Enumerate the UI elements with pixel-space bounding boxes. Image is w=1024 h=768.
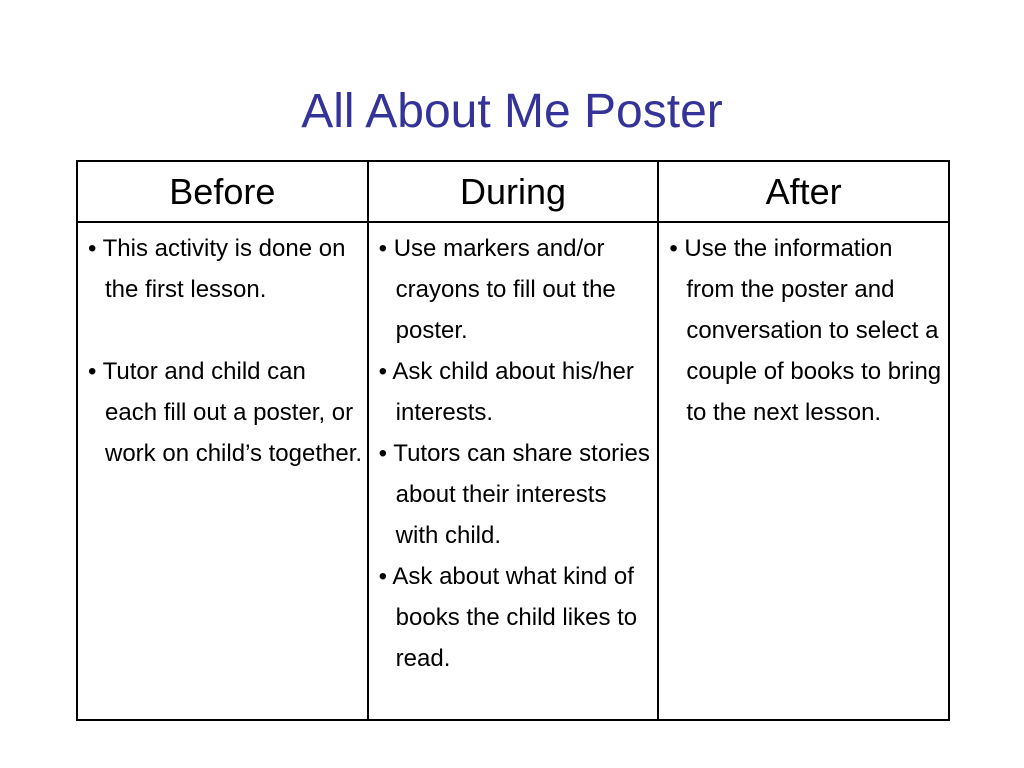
- header-during: During: [368, 161, 659, 222]
- paragraph-spacer: [88, 310, 363, 351]
- header-after: After: [658, 161, 949, 222]
- slide-title: All About Me Poster: [301, 85, 723, 138]
- poster-table: [76, 160, 950, 721]
- during-bullet-3: • Tutors can share stories about their interests with child.: [378, 440, 650, 549]
- after-bullet-1: • Use the information from the poster and conversation to select a couple of books to bring to the next lesson.: [669, 235, 942, 426]
- during-bullet-1: • Use markers and/or crayons to fill out the poster.: [378, 235, 616, 344]
- during-bullet-4: • Ask about what kind of books the child likes to read.: [378, 563, 638, 672]
- during-cell: [368, 222, 659, 720]
- before-bullet-2: • Tutor and child can each fill out a poster, or work on child’s together.: [88, 358, 363, 467]
- content-row: [77, 222, 949, 720]
- after-cell: [658, 222, 949, 720]
- during-bullet-2: • Ask child about his/her interests.: [378, 358, 634, 426]
- header-row: [77, 161, 949, 222]
- before-cell: [77, 222, 368, 720]
- before-bullet-1: • This activity is done on the first lesson.: [88, 235, 346, 303]
- header-before: Before: [77, 161, 368, 222]
